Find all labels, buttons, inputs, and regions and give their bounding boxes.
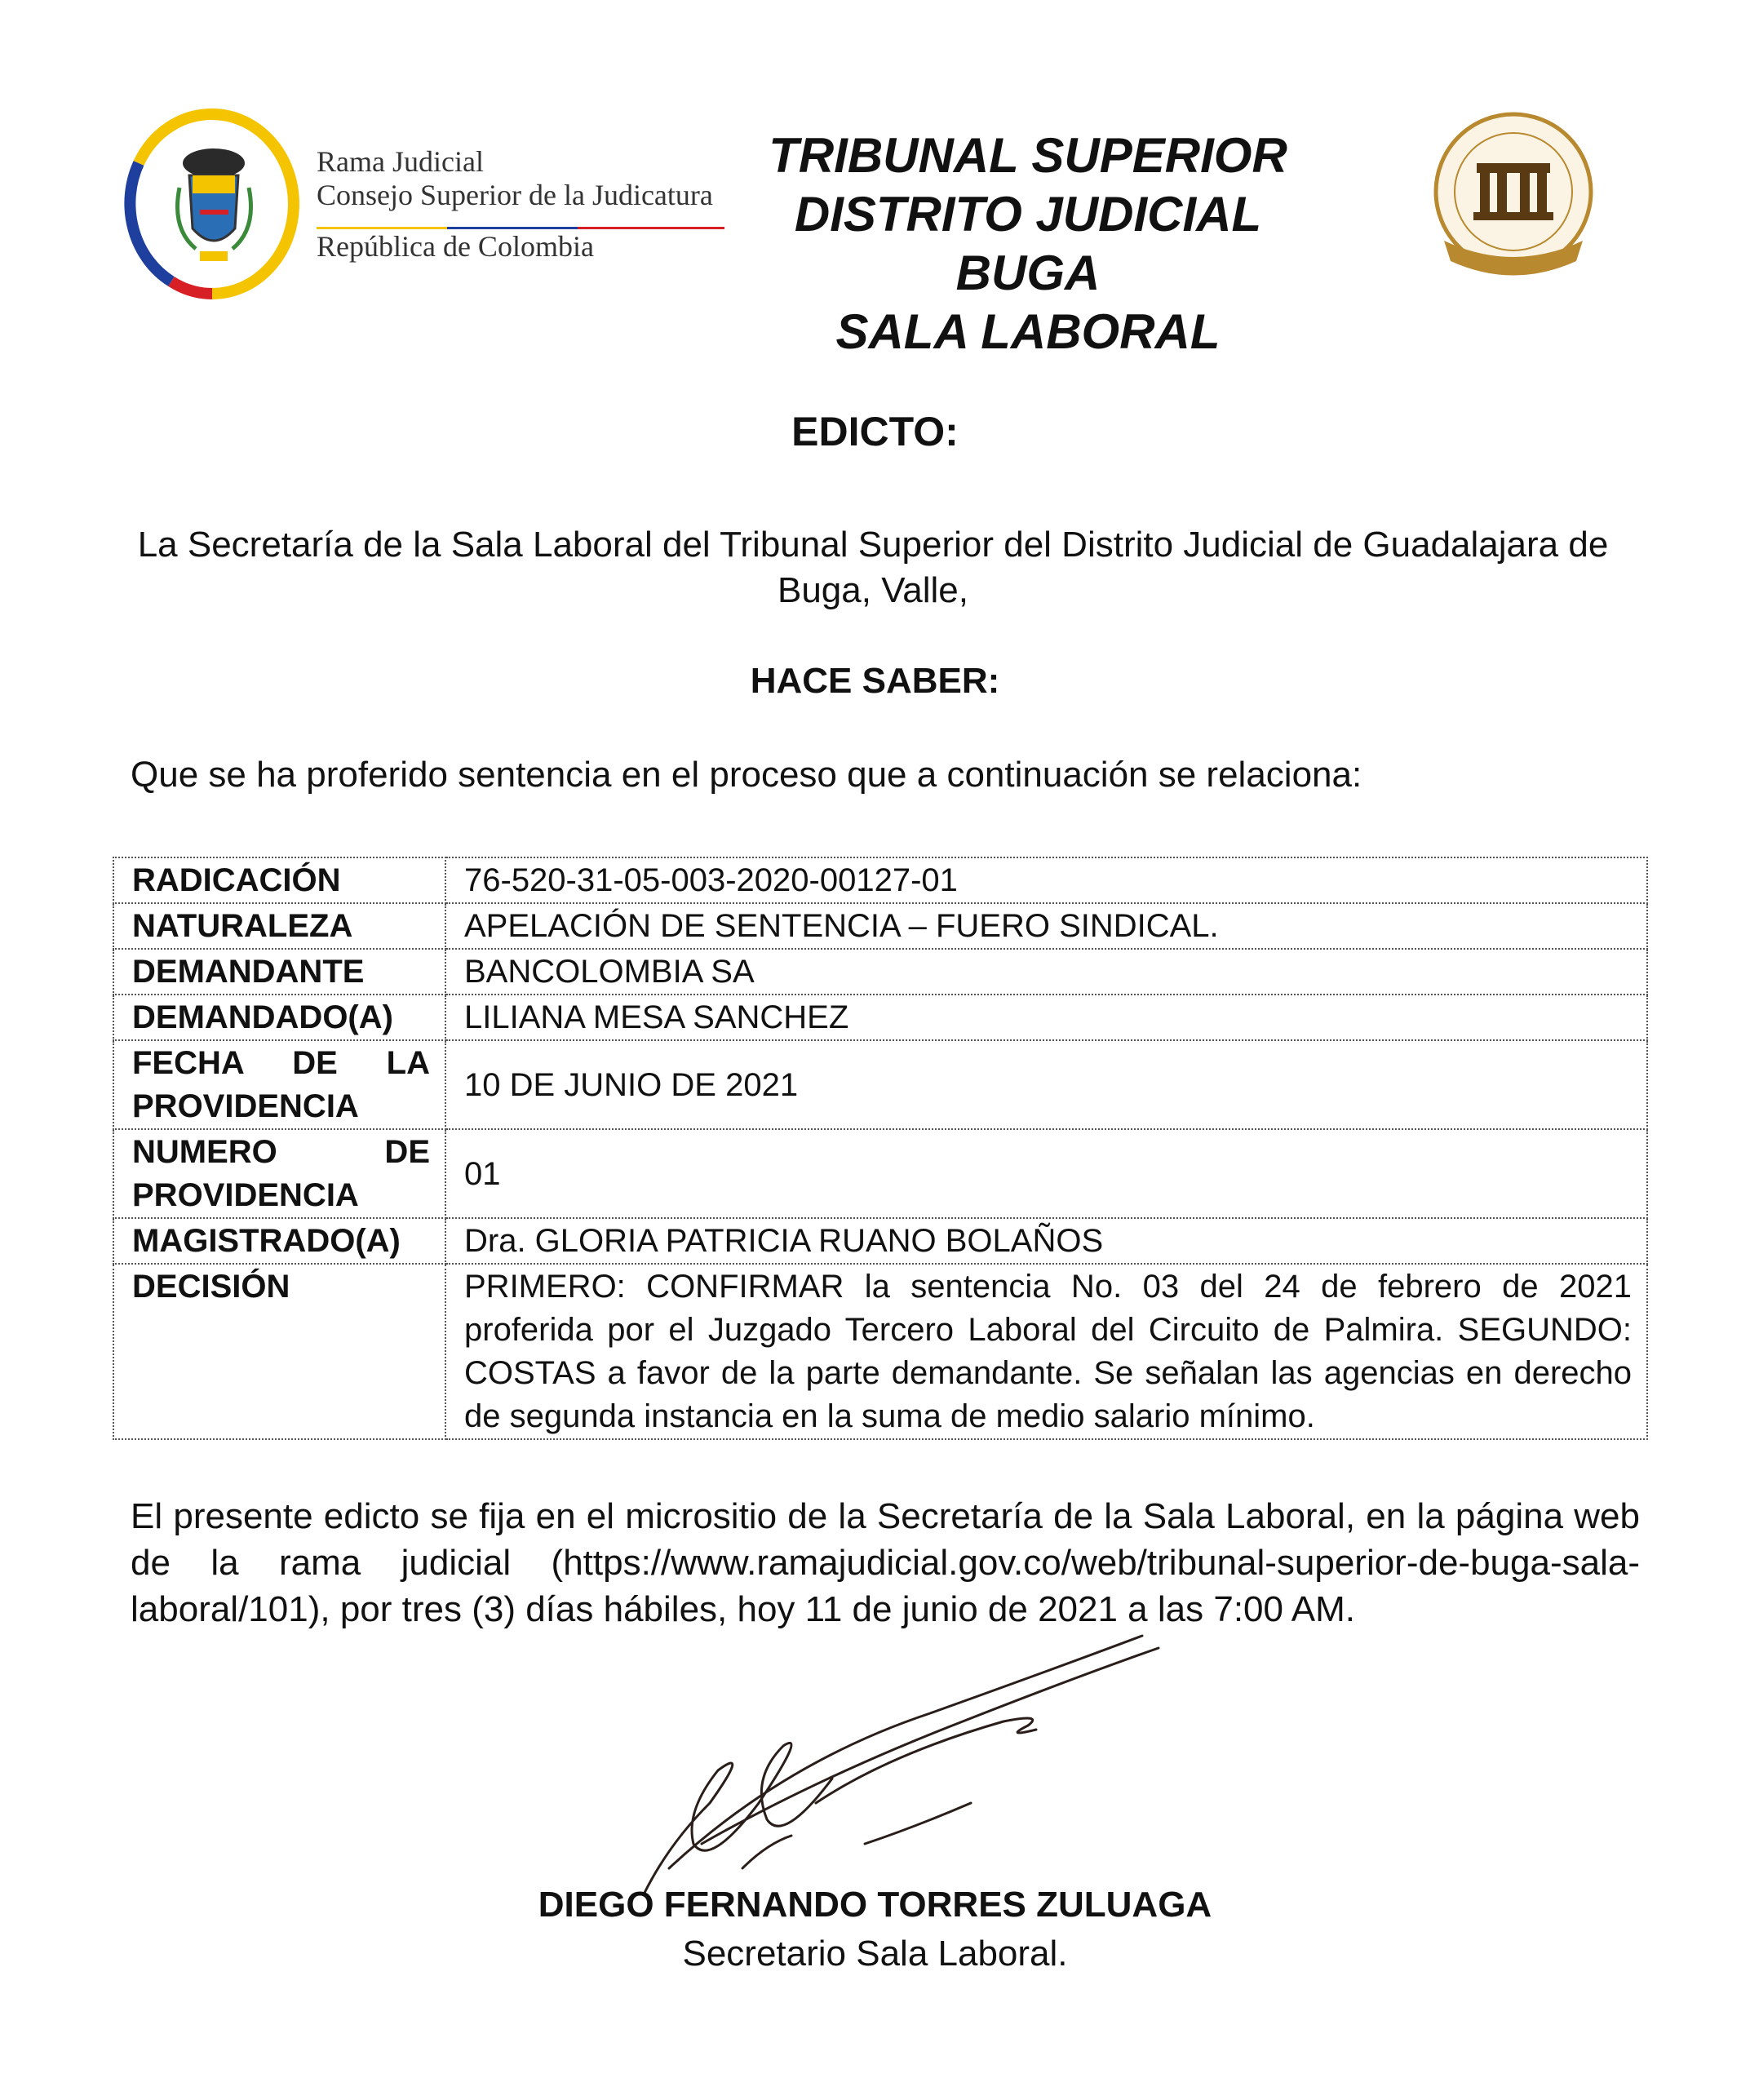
table-row	[113, 1264, 1647, 1439]
row-value: 76-520-31-05-003-2020-00127-01	[445, 857, 1647, 903]
row-label	[113, 1129, 445, 1218]
table-row	[113, 857, 1647, 903]
title-line: DISTRITO JUDICIAL BUGA	[794, 187, 1262, 300]
document-subheading: HACE SABER:	[750, 661, 1000, 701]
table-row	[113, 1129, 1647, 1218]
signer-role: Secretario Sala Laboral.	[682, 1934, 1068, 1974]
colombia-coat-of-arms-icon	[122, 106, 302, 302]
row-label: NATURALEZA	[113, 903, 445, 949]
row-label-line: FECHA DE LA	[132, 1045, 430, 1081]
intro-paragraph: La Secretaría de la Sala Laboral del Tribunal Superior del Distrito Judicial de Guadalajara de Buga, Valle,	[137, 525, 1609, 610]
row-value: Dra. GLORIA PATRICIA RUANO BOLAÑOS	[445, 1218, 1647, 1264]
row-value: 10 DE JUNIO DE 2021	[445, 1040, 1647, 1129]
row-value: BANCOLOMBIA SA	[445, 949, 1647, 995]
institution-council: Consejo Superior de la Judicatura	[317, 179, 713, 211]
title-line: SALA LABORAL	[835, 304, 1221, 359]
row-label: DEMANDADO(A)	[113, 995, 445, 1040]
document-heading: EDICTO:	[791, 409, 959, 454]
table-row	[113, 1218, 1647, 1264]
row-label: MAGISTRADO(A)	[113, 1218, 445, 1264]
closing-paragraph: El presente edicto se fija en el micrositio de la Secretaría de la Sala Laboral, en la página web de la rama judicial (https://www.ramajudicial.gov.co/web/tribunal-superior-de-buga-sala-laboral/101), por tres (3) días hábiles, hoy 11 de junio de 2021 a las 7:00 AM.	[131, 1496, 1640, 1629]
institution-country: República de Colombia	[317, 230, 594, 263]
row-label	[113, 1040, 445, 1129]
title-line: TRIBUNAL SUPERIOR	[769, 128, 1287, 183]
tribunal-seal-icon	[1420, 106, 1607, 294]
table-row	[113, 903, 1647, 949]
row-value: PRIMERO: CONFIRMAR la sentencia No. 03 del 24 de febrero de 2021 proferida por el Juzgado Tercero Laboral del Circuito de Palmira. SEGUNDO: COSTAS a favor de la parte demandante. Se señalan las agencias en derecho de segunda instancia en la suma de medio salario mínimo.	[445, 1264, 1647, 1439]
row-value: APELACIÓN DE SENTENCIA – FUERO SINDICAL.	[445, 903, 1647, 949]
flag-stripe	[317, 219, 724, 225]
row-value: 01	[445, 1129, 1647, 1218]
rama-judicial-logo	[122, 106, 730, 310]
institution-name: Rama Judicial	[317, 145, 484, 178]
row-value: LILIANA MESA SANCHEZ	[445, 995, 1647, 1040]
row-label: DEMANDANTE	[113, 949, 445, 995]
row-label-line: NUMERO DE	[132, 1134, 430, 1170]
row-label-line: PROVIDENCIA	[132, 1088, 359, 1124]
handwritten-signature	[620, 1599, 1191, 1909]
tribunal-title	[734, 126, 1322, 361]
row-label: DECISIÓN	[113, 1264, 445, 1439]
table-row	[113, 1040, 1647, 1129]
signer-name: DIEGO FERNANDO TORRES ZULUAGA	[538, 1885, 1212, 1925]
table-row	[113, 949, 1647, 995]
table-row	[113, 995, 1647, 1040]
lead-paragraph: Que se ha proferido sentencia en el proceso que a continuación se relaciona:	[131, 755, 1362, 795]
row-label: RADICACIÓN	[113, 857, 445, 903]
process-table	[113, 857, 1648, 1440]
row-label-line: PROVIDENCIA	[132, 1177, 359, 1213]
